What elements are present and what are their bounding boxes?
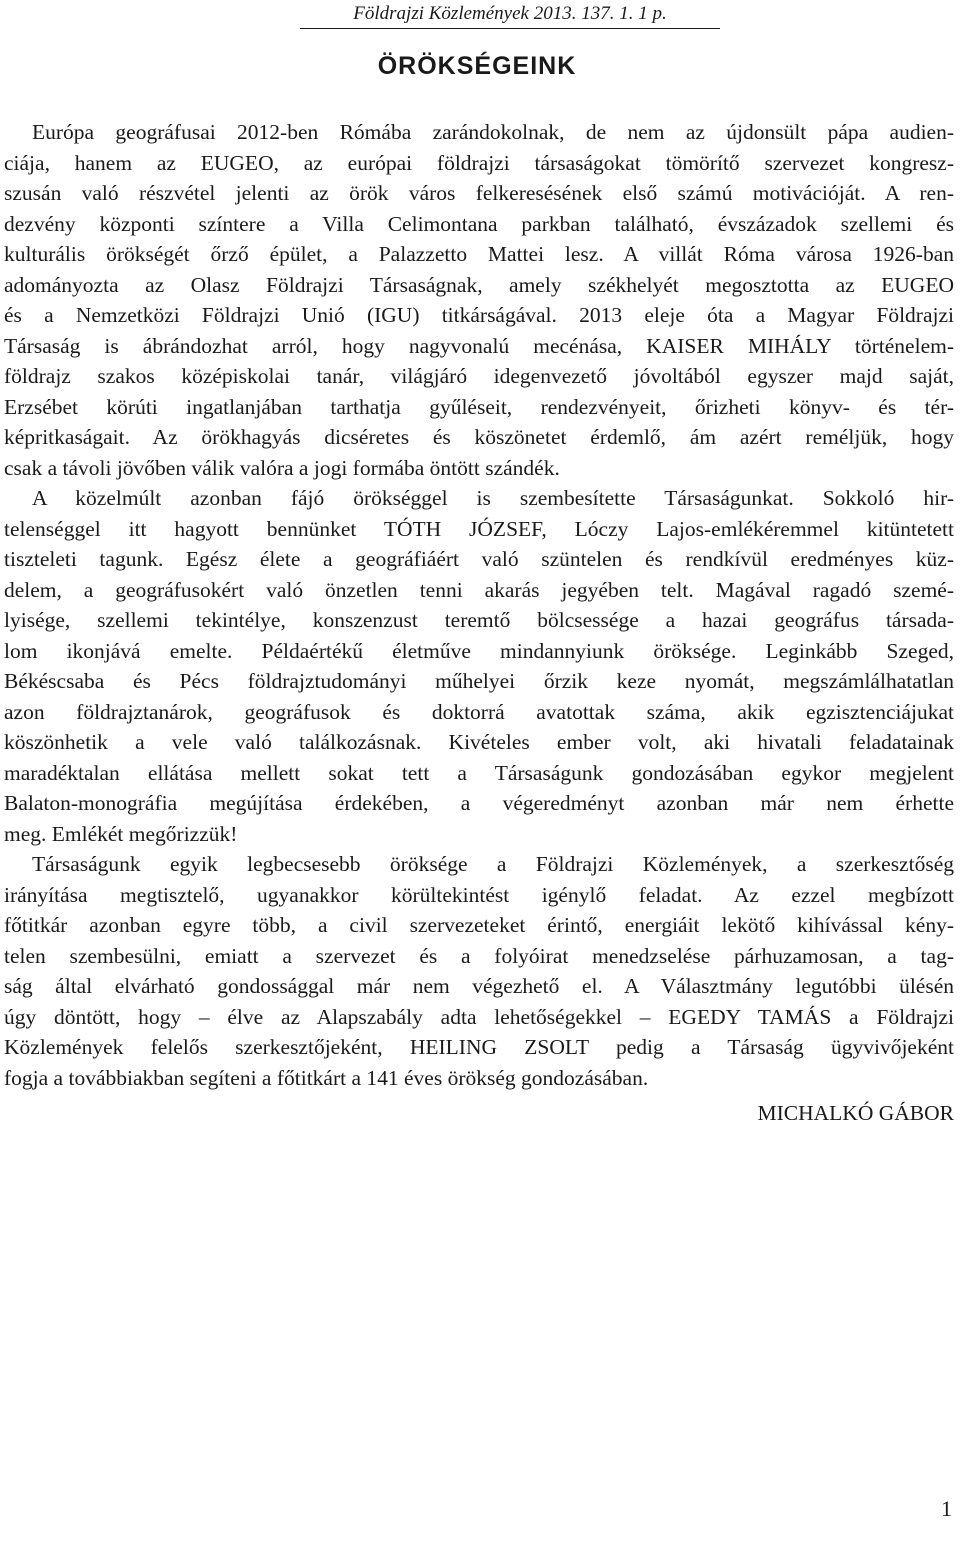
text-line: főtitkár azonban egyre több, a civil szervezeteket érintő, energiáit lekötő kihívással kény- [4, 913, 954, 937]
text-line: ság által elvárható gondossággal már nem végezhető el. A Választmány legutóbbi ülésén [4, 974, 954, 998]
text-line: ciája, hanem az EUGEO, az európai földrajzi társaságokat tömörítő szervezet kongresz- [4, 150, 954, 175]
text-line: és a Nemzetközi Földrajzi Unió (IGU) titkárságával. 2013 eleje óta a Magyar Földrajzi [4, 303, 954, 327]
text-line: köszönhetik a vele való találkozásnak. Kivételes ember volt, aki hivatali feladatainak [4, 730, 954, 754]
text-line: adományozta az Olasz Földrajzi Társaságnak, amely székhelyét megosztotta az EUGEO [4, 272, 954, 297]
text-line: maradéktalan ellátása mellett sokat tett a Társaságunk gondozásában egykor megjelent [4, 760, 954, 785]
text-line: Társaságunk egyik legbecsesebb öröksége a Földrajzi Közlemények, a szerkesztőség [32, 852, 954, 876]
text-line: A közelmúlt azonban fájó örökséggel is szembesítette Társaságunkat. Sokkoló hir- [32, 486, 954, 510]
text-line: szusán való részvétel jelenti az örök város felkeresésének első számú motivációját. A ren- [4, 181, 954, 205]
text-line: Békéscsaba és Pécs földrajztudományi műhelyei őrzik keze nyomát, megszámlálhatatlan [4, 669, 954, 693]
text-line: irányítása megtisztelő, ugyanakkor körültekintést igénylő feladat. Az ezzel megbízott [4, 882, 954, 907]
text-line: lom ikonjává emelte. Példaértékű életműve mindannyiunk öröksége. Leginkább Szeged, [4, 638, 954, 663]
text-line: képritkaságait. Az örökhagyás dicséretes és köszönetet érdemlő, ám azért reméljük, hogy [4, 425, 954, 449]
running-head: Földrajzi Közlemények 2013. 137. 1. 1 p. [300, 2, 720, 29]
text-line: azon földrajztanárok, geográfusok és doktorrá avatottak száma, akik egzisztenciájukat [4, 699, 954, 724]
text-line: delem, a geográfusokért való önzetlen tenni akarás jegyében telt. Magával ragadó szemé- [4, 577, 954, 602]
text-line: Erzsébet körúti ingatlanjában tarthatja gyűléseit, rendezvényeit, őrizheti könyv- és tér- [4, 394, 954, 419]
text-line: kulturális örökségét őrző épület, a Palazzetto Mattei lesz. A villát Róma városa 1926-ban [4, 242, 954, 266]
text-line: dezvény központi színtere a Villa Celimontana parkban található, évszázadok szellemi és [4, 211, 954, 236]
text-line: Európa geográfusai 2012-ben Rómába zarándokolnak, de nem az újdonsült pápa audien- [32, 120, 954, 144]
text-line: telen szembesülni, emiatt a szervezet és a folyóirat menedzselése párhuzamosan, a tag- [4, 943, 954, 968]
text-line: földrajz szakos középiskolai tanár, világjáró idegenvezető jóvoltából egyszer majd saját, [4, 364, 954, 388]
text-line: meg. Emlékét megőrizzük! [4, 821, 238, 846]
text-line: fogja a továbbiakban segíteni a főtitkárt a 141 éves örökség gondozásában. [4, 1065, 649, 1090]
text-line: Közlemények felelős szerkesztőjeként, HEILING ZSOLT pedig a Társaság ügyvivőjeként [4, 1035, 954, 1059]
text-line: tiszteleti tagunk. Egész élete a geográfiáért való szüntelen és rendkívül eredményes küz- [4, 547, 954, 571]
author-signature: MICHALKÓ GÁBOR [757, 1101, 954, 1125]
article-body [4, 117, 954, 1093]
article-title: ÖRÖKSÉGEINK [377, 52, 577, 80]
text-line: Balaton-monográfia megújítása érdekében, a végeredményt azonban már nem érhette [4, 791, 954, 815]
text-line: Társaság is ábrándozhat arról, hogy nagyvonalú mecénása, KAISER MIHÁLY történelem- [4, 333, 954, 358]
text-line: lyisége, szellemi tekintélye, konszenzust teremtő bölcsessége a hazai geográfus társada- [4, 608, 954, 632]
text-line: úgy döntött, hogy – élve az Alapszabály adta lehetőségekkel – EGEDY TAMÁS a Földrajzi [4, 1004, 954, 1029]
page-number: 1 [941, 1496, 952, 1521]
text-line: telenséggel itt hagyott bennünket TÓTH JÓZSEF, Lóczy Lajos-emlékéremmel kitüntetett [4, 516, 954, 541]
text-line: csak a távoli jövőben válik valóra a jogi formába öntött szándék. [4, 455, 560, 480]
